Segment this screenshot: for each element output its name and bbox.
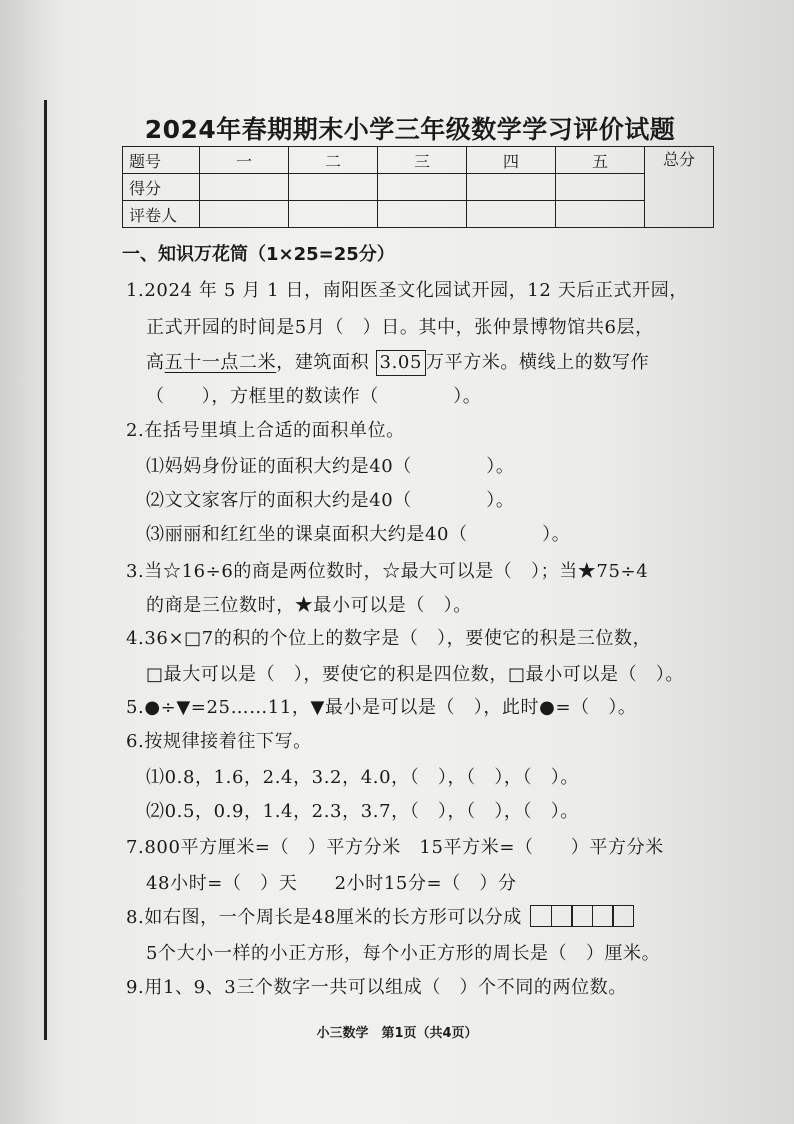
score-table-header-row xyxy=(123,147,714,174)
header-col-5: 五 xyxy=(556,147,645,174)
rectangle-five-squares-figure xyxy=(532,905,634,932)
question-3-line-1: 3.当☆16÷6的商是两位数时，☆最大可以是（ ）；当★75÷4 xyxy=(126,561,649,582)
question-4-line-1: 4.36×□7的积的个位上的数字是（ ），要使它的积是三位数， xyxy=(126,628,652,649)
page-footer: 小三数学 第1页（共4页） xyxy=(316,1026,478,1041)
question-8-line-1 xyxy=(126,903,634,932)
question-5: 5.●÷▼=25……11，▼最小是可以是（ ），此时●=（ ）。 xyxy=(126,697,637,718)
score-cell[interactable] xyxy=(200,174,289,201)
q1-text-post: 万平方米。横线上的数写作 xyxy=(426,352,650,373)
question-7-line-1: 7.800平方厘米=（ ）平方分米 15平方米=（ ）平方分米 xyxy=(126,837,664,858)
grader-cell[interactable] xyxy=(556,201,645,228)
header-col-3: 三 xyxy=(378,147,467,174)
q1-text-mid: ，建筑面积 xyxy=(276,352,370,373)
q8-text: 8.如右图，一个周长是48厘米的长方形可以分成 xyxy=(126,907,522,928)
score-cell[interactable] xyxy=(378,174,467,201)
question-2-part-2: ⑵文文家客厅的面积大约是40（ ）。 xyxy=(146,490,515,511)
binding-line xyxy=(44,100,47,1040)
header-question-number: 题号 xyxy=(123,147,200,174)
header-total: 总分 xyxy=(645,147,714,228)
score-table xyxy=(122,146,714,228)
section-1-heading: 一、知识万花筒（1×25=25分） xyxy=(122,244,395,265)
question-1-line-3 xyxy=(146,348,649,376)
question-6: 6.按规律接着往下写。 xyxy=(126,731,312,752)
score-cell[interactable] xyxy=(556,174,645,201)
header-col-2: 二 xyxy=(289,147,378,174)
question-6-part-1: ⑴0.8，1.6，2.4，3.2，4.0，（ ），（ ），（ ）。 xyxy=(146,767,579,788)
question-2: 2.在括号里填上合适的面积单位。 xyxy=(126,420,405,441)
score-table-score-row xyxy=(123,174,714,201)
q1-underlined-number: 五十一点二米 xyxy=(164,352,277,373)
question-8-line-2: 5个大小一样的小正方形，每个小正方形的周长是（ ）厘米。 xyxy=(146,943,661,964)
question-1-line-4: （ ），方框里的数读作（ ）。 xyxy=(146,386,482,407)
question-3-line-2: 的商是三位数时，★最小可以是（ ）。 xyxy=(146,595,472,616)
question-2-part-3: ⑶丽丽和红红坐的课桌面积大约是40（ ）。 xyxy=(146,524,571,545)
grader-cell[interactable] xyxy=(289,201,378,228)
grader-cell[interactable] xyxy=(378,201,467,228)
score-cell[interactable] xyxy=(289,174,378,201)
question-9: 9.用1、9、3三个数字一共可以组成（ ）个不同的两位数。 xyxy=(126,977,627,998)
exam-title: 2024年春期期末小学三年级数学学习评价试题 xyxy=(144,115,676,144)
q1-boxed-number: 3.05 xyxy=(376,350,426,376)
question-7-line-2: 48小时=（ ）天 2小时15分=（ ）分 xyxy=(146,873,517,894)
grader-cell[interactable] xyxy=(467,201,556,228)
header-col-1: 一 xyxy=(200,147,289,174)
score-cell[interactable] xyxy=(467,174,556,201)
question-2-part-1: ⑴妈妈身份证的面积大约是40（ ）。 xyxy=(146,456,515,477)
header-col-4: 四 xyxy=(467,147,556,174)
row-score-label: 得分 xyxy=(123,174,200,201)
row-grader-label: 评卷人 xyxy=(123,201,200,228)
q1-text-pre: 高 xyxy=(146,352,165,373)
question-1-line-2: 正式开园的时间是5月（ ）日。其中，张仲景博物馆共6层， xyxy=(146,317,654,338)
score-table-grader-row xyxy=(123,201,714,228)
question-4-line-2: □最大可以是（ ），要使它的积是四位数，□最小可以是（ ）。 xyxy=(146,664,685,685)
grader-cell[interactable] xyxy=(200,201,289,228)
question-6-part-2: ⑵0.5，0.9，1.4，2.3，3.7，（ ），（ ），（ ）。 xyxy=(146,801,579,822)
question-1-line-1: 1.2024 年 5 月 1 日，南阳医圣文化园试开园，12 天后正式开园， xyxy=(126,280,688,301)
